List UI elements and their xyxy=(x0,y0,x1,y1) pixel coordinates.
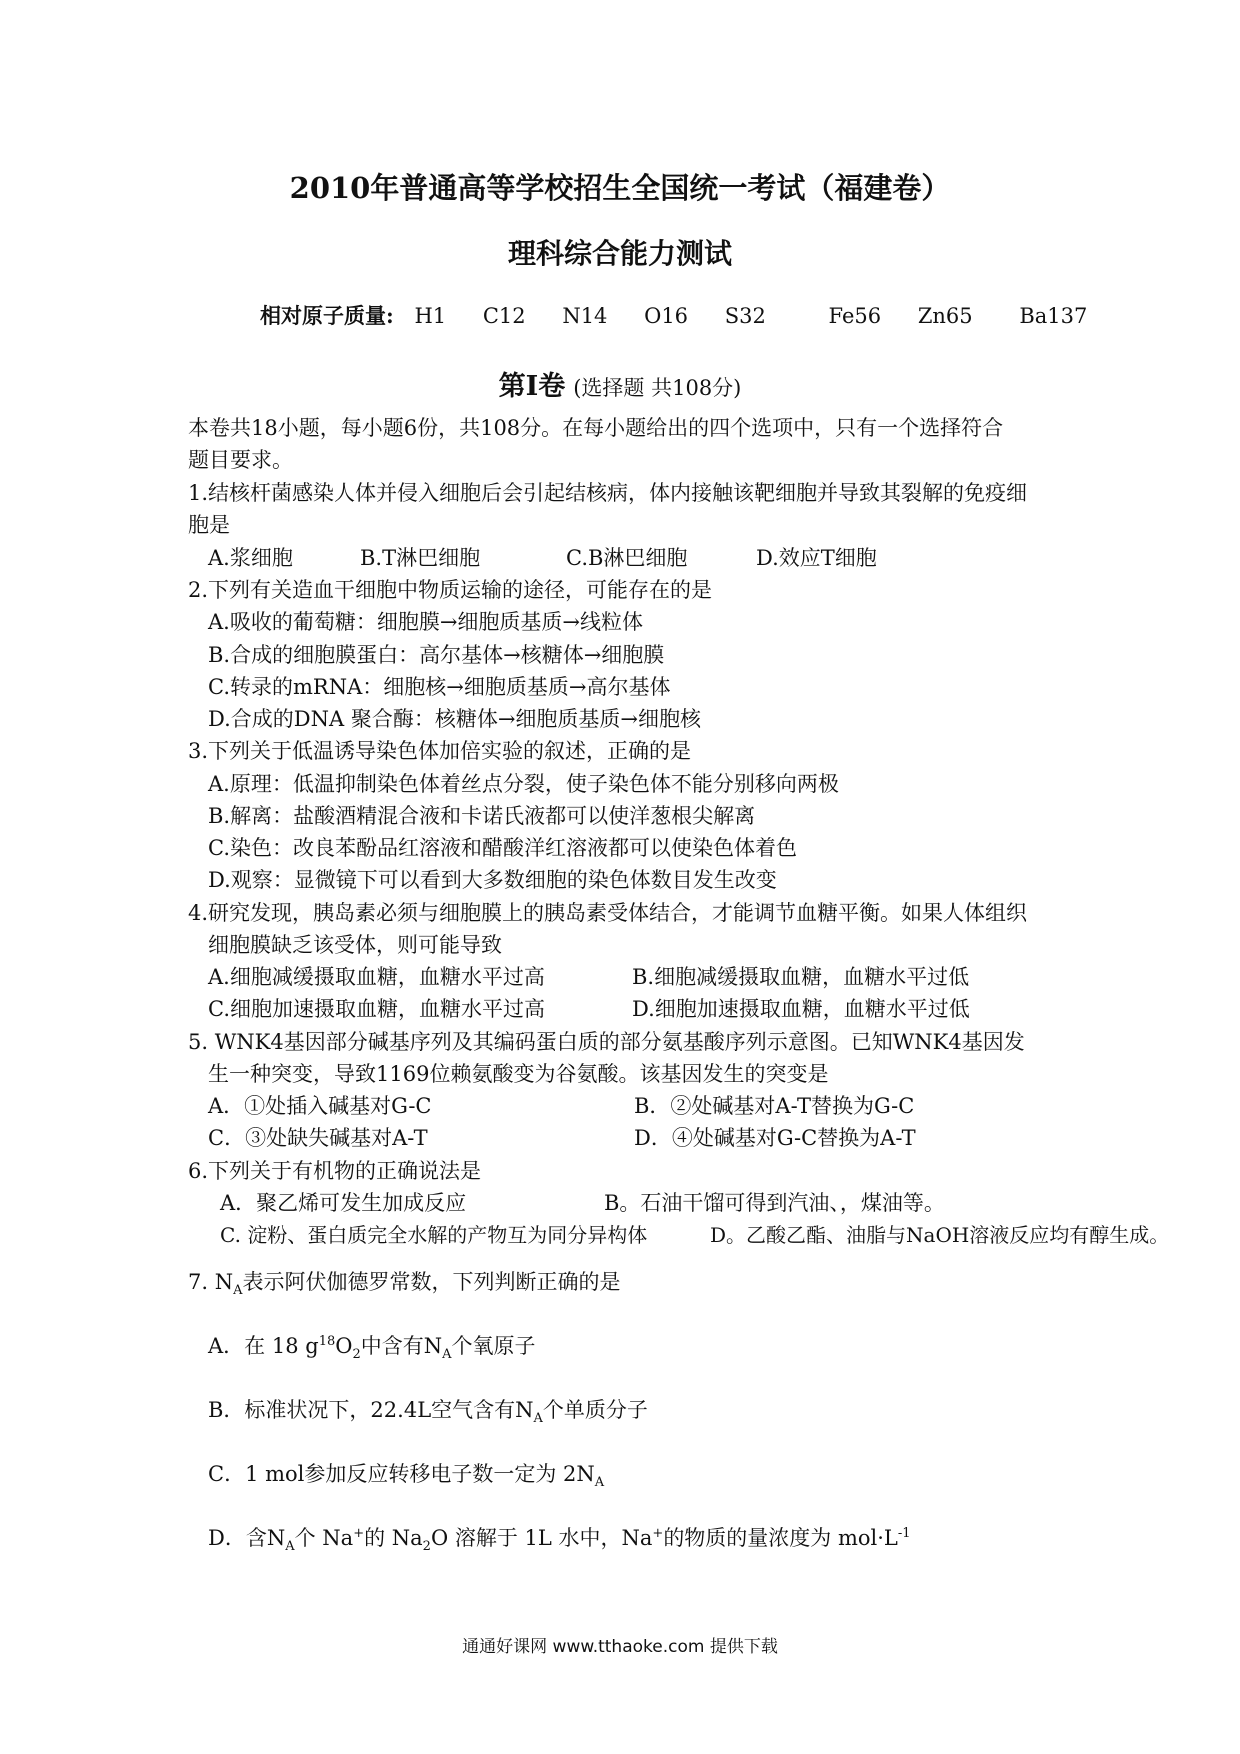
section-subtitle: (选择题 共108分) xyxy=(573,376,742,400)
q3-option: B.解离：盐酸酒精混合液和卡诺氏液都可以使洋葱根尖解离 xyxy=(208,804,756,828)
q2-option: B.合成的细胞膜蛋白：高尔基体→核糖体→细胞膜 xyxy=(208,643,665,667)
q4-stem: 细胞膜缺乏该受体，则可能导致 xyxy=(208,933,502,957)
atomic-mass: Ba137 xyxy=(1019,304,1088,328)
atomic-mass: C12 xyxy=(482,304,526,328)
q7-option-b: B．标准状况下，22.4L空气含有$N_A$个单质分子 xyxy=(208,1398,648,1427)
intro-line: 题目要求。 xyxy=(188,448,293,472)
atomic-mass: H1 xyxy=(414,304,447,328)
q6-stem: 6.下列关于有机物的正确说法是 xyxy=(188,1159,482,1183)
section-title: 第I卷 xyxy=(498,371,566,402)
q5-option-b: B．②处碱基对A-T替换为G-C xyxy=(634,1094,915,1118)
q5-option-c: C．③处缺失碱基对A-T xyxy=(208,1126,428,1150)
atomic-mass: S32 xyxy=(724,304,766,328)
q3-option: D.观察：显微镜下可以看到大多数细胞的染色体数目发生改变 xyxy=(208,868,777,892)
q3-stem: 3.下列关于低温诱导染色体加倍实验的叙述，正确的是 xyxy=(188,739,692,763)
atomic-masses xyxy=(260,300,1117,330)
q2-option: A.吸收的葡萄糖：细胞膜→细胞质基质→线粒体 xyxy=(208,610,644,634)
exam-subtitle: 理科综合能力测试 xyxy=(507,237,732,270)
q5-stem: 5. WNK4基因部分碱基序列及其编码蛋白质的部分氨基酸序列示意图。已知WNK4基因发 xyxy=(188,1030,1025,1054)
q3-option: A.原理：低温抑制染色体着丝点分裂，使子染色体不能分别移向两极 xyxy=(208,772,839,796)
q2-option: D.合成的DNA 聚合酶：核糖体→细胞质基质→细胞核 xyxy=(208,707,702,731)
atomic-mass: O16 xyxy=(644,304,689,328)
q1-stem: 1.结核杆菌感染人体并侵入细胞后会引起结核病，体内接触该靶细胞并导致其裂解的免疫细 xyxy=(188,481,1028,505)
intro-line: 本卷共18小题，每小题6份，共108分。在每小题给出的四个选项中，只有一个选择符合 xyxy=(188,416,1004,440)
exam-title: 2010年普通高等学校招生全国统一考试（福建卷） xyxy=(289,171,951,205)
atomic-label: 相对原子质量: xyxy=(260,303,394,328)
footer-credit: 通通好课网 www.tthaoke.com 提供下载 xyxy=(462,1637,778,1657)
q4-option-d: D.细胞加速摄取血糖，血糖水平过低 xyxy=(632,997,970,1021)
q3-option: C.染色：改良苯酚品红溶液和醋酸洋红溶液都可以使染色体着色 xyxy=(208,836,797,860)
q7-option-d: D．含$N_A$个 Na+的 $Na_2O$ 溶解于 1L 水中，Na+的物质的量浓度为 $mol\cdot L^{-1}$ xyxy=(208,1526,911,1555)
q2-option: C.转录的mRNA：细胞核→细胞质基质→高尔基体 xyxy=(208,675,671,699)
q6-option-a: A．聚乙烯可发生加成反应 xyxy=(220,1191,467,1215)
q1-stem: 胞是 xyxy=(188,513,230,537)
q1-option-a: A.浆细胞 xyxy=(208,546,293,570)
q5-stem: 生一种突变，导致1169位赖氨酸变为谷氨酸。该基因发生的突变是 xyxy=(208,1062,829,1086)
q6-option-d: D。乙酸乙酯、油脂与NaOH溶液反应均有醇生成。 xyxy=(710,1223,1170,1247)
q7-stem: 7. $N_A$表示阿伏伽德罗常数，下列判断正确的是 xyxy=(188,1270,621,1299)
atomic-mass: Zn65 xyxy=(917,304,973,328)
q5-option-d: D．④处碱基对G-C替换为A-T xyxy=(634,1126,916,1150)
section-heading xyxy=(0,364,1240,403)
q4-option-a: A.细胞减缓摄取血糖，血糖水平过高 xyxy=(208,965,545,989)
q2-stem: 2.下列有关造血干细胞中物质运输的途径，可能存在的是 xyxy=(188,578,713,602)
q1-option-d: D.效应T细胞 xyxy=(756,546,877,570)
q4-stem: 4.研究发现，胰岛素必须与细胞膜上的胰岛素受体结合，才能调节血糖平衡。如果人体组织 xyxy=(188,901,1028,925)
q5-option-a: A．①处插入碱基对G-C xyxy=(208,1094,432,1118)
q4-option-c: C.细胞加速摄取血糖，血糖水平过高 xyxy=(208,997,545,1021)
atomic-mass: N14 xyxy=(562,304,608,328)
atomic-mass: Fe56 xyxy=(828,304,882,328)
q1-option-c: C.B淋巴细胞 xyxy=(566,546,688,570)
q7-option-c: C．1 mol参加反应转移电子数一定为 $2N_A$ xyxy=(208,1462,605,1491)
q4-option-b: B.细胞减缓摄取血糖，血糖水平过低 xyxy=(632,965,970,989)
q6-option-b: B。石油干馏可得到汽油、，煤油等。 xyxy=(604,1191,945,1215)
q6-option-c: C. 淀粉、蛋白质完全水解的产物互为同分异构体 xyxy=(220,1223,648,1247)
q7-option-a: A．在 18 $g^{18}O_2$中含有$N_A$个氧原子 xyxy=(208,1334,536,1363)
q1-option-b: B.T淋巴细胞 xyxy=(360,546,481,570)
